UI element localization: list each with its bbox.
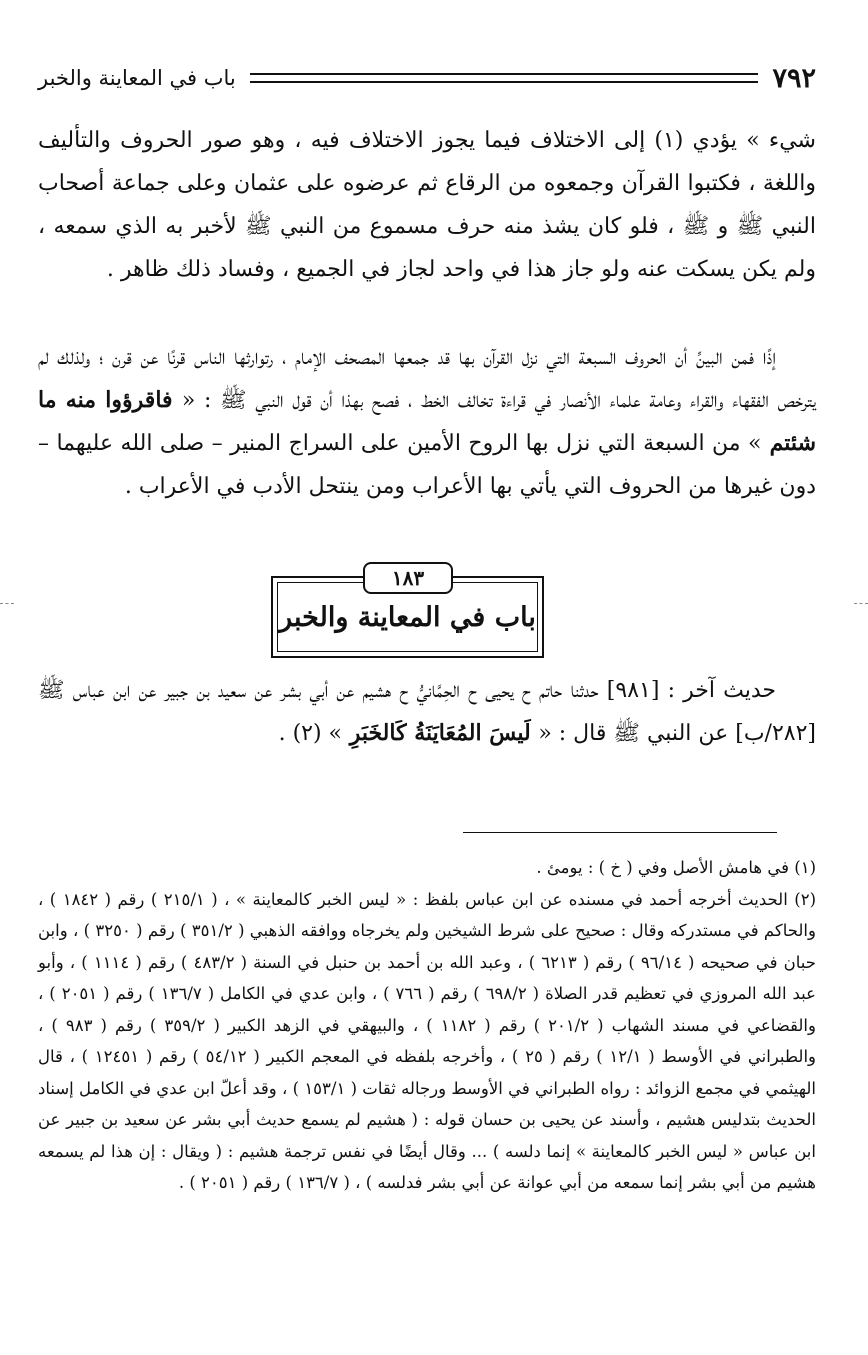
paragraph-3-text — [38, 669, 816, 755]
hadith-quote-1: فاقرؤوا منه ما شئتم — [38, 387, 817, 456]
margin-mark-right — [854, 603, 868, 604]
paragraph-3-start: حديث آخر : [٩٨١] حدثنا حاتم ح يحيى ح الحِمَّانيُّ ح هشيم عن أبي بشر عن سعيد بن جبير عن ابن عباس ﷺ [٢٨٢/ب] عن النبي ﷺ قال : « — [38, 678, 816, 746]
paragraph-2-start: إذًا فمن البينِّ أن الحروف السبعة التي نزل القرآن بها قد جمعها المصحف الإمام ، رتوارثها الناس قرنًا عن قرن ؛ ولذلك لم يترخص الفقهاء والقراء وعامة علماء الأنصار في قراءة تخالف الخط ، فصح بهذا أن قول النبي ﷺ : « — [38, 345, 816, 413]
paragraph-2-text — [38, 336, 816, 508]
margin-mark-left — [0, 603, 14, 604]
page-header — [38, 58, 816, 98]
chapter-number: ١٨٣ — [363, 562, 453, 594]
running-title: باب في المعاينة والخبر — [38, 66, 236, 90]
paragraph-3 — [38, 669, 816, 755]
header-double-rule — [250, 73, 759, 83]
paragraph-2 — [38, 336, 816, 508]
footnote-2: (٢) الحديث أخرجه أحمد في مسنده عن ابن عباس بلفظ : « ليس الخبر كالمعاينة » ، ( ٢١٥/١ ) رقم ( ١٨٤٢ ) ، والحاكم في مستدركه وقال : صحيح على شرط الشيخين ولم يخرجاه ووافقه الذهبي ( ٣٥١/٢ ) رقم ( ٣٢٥٠ ) ، وابن حبان في صحيحه ( ٩٦/١٤ ) رقم ( ٦٢١٣ ) ، وعبد الله بن أحمد بن حنبل في السنة ( ٤٨٣/٢ ) رقم ( ١١١٤ ) ، وأبو عبد الله المروزي في تعظيم قدر الصلاة ( ٦٩٨/٢ ) رقم ( ٧٦٦ ) ، وابن عدي في الكامل ( ١٣٦/٧ ) رقم ( ٢٠٥١ ) ، والقضاعي في مسند الشهاب ( ٢٠١/٢ ) رقم ( ١١٨٢ ) ، والبيهقي في الزهد الكبير ( ٣٥٩/٢ ) رقم ( ٩٨٣ ) ، والطبراني في الأوسط ( ١٢/١ ) رقم ( ٢٥ ) ، وأخرجه بلفظه في المعجم الكبير ( ٥٤/١٢ ) رقم ( ١٢٤٥١ ) ، قال الهيثمي في مجمع الزوائد : رواه الطبراني في الأوسط ورجاله ثقات ( ١٥٣/١ ) ، وقد أعلّ ابن عدي في الكامل إسناد الحديث بتدليس هشيم ، وأسند عن يحيى بن حسان قوله : ( هشيم لم يسمع حديث أبي بشر عن سعيد بن جبير عن ابن عباس « ليس الخبر كالمعاينة » إنما دلسه ) ... وقال أيضًا في نفس ترجمة هشيم : ( ويقال : إن هذا لم يسمعه هشيم من أبي بشر إنما سمعه من أبي عوانة عن أبي بشر فدلسه ) ، ( ١٣٦/٧ ) رقم ( ٢٠٥١ ) . — [38, 889, 816, 1192]
paragraph-3-end: » (٢) . — [278, 721, 343, 746]
hadith-quote-2: لَيسَ المُعَايَنَةُ كَالخَبَرِ — [342, 720, 539, 746]
paragraph-1-text: شيء » يؤدي (١) إلى الاختلاف فيما يجوز الاختلاف فيه ، وهو صور الحروف والتأليف واللغة ، فكتبوا القرآن وجمعوه من الرقاع ثم عرضوه على عثمان وعلى جماعة أصحاب النبي ﷺ و ﷺ ، فلو كان يشذ منه حرف مسموع من النبي ﷺ لأخبر به الذي سمعه ، ولم يكن يسكت عنه ولو جاز هذا في واحد لجاز في الجميع ، وفساد ذلك ظاهر . — [38, 128, 817, 282]
page-number: ٧٩٢ — [772, 62, 816, 94]
chapter-title: باب في المعاينة والخبر — [279, 601, 536, 633]
footnote-separator — [463, 832, 777, 833]
footnote-1: (١) في هامش الأصل وفي ( خ ) : يومئ . — [536, 858, 816, 877]
paragraph-2-end: » من السبعة التي نزل بها الروح الأمين على السراج المنير – صلى الله عليهما – دون غيرها من الحروف التي يأتي بها الأعراب ومن ينتحل الأدب في الأعراب . — [38, 431, 816, 499]
chapter-heading — [271, 562, 544, 658]
paragraph-1 — [38, 119, 816, 291]
footnotes — [38, 852, 816, 1199]
